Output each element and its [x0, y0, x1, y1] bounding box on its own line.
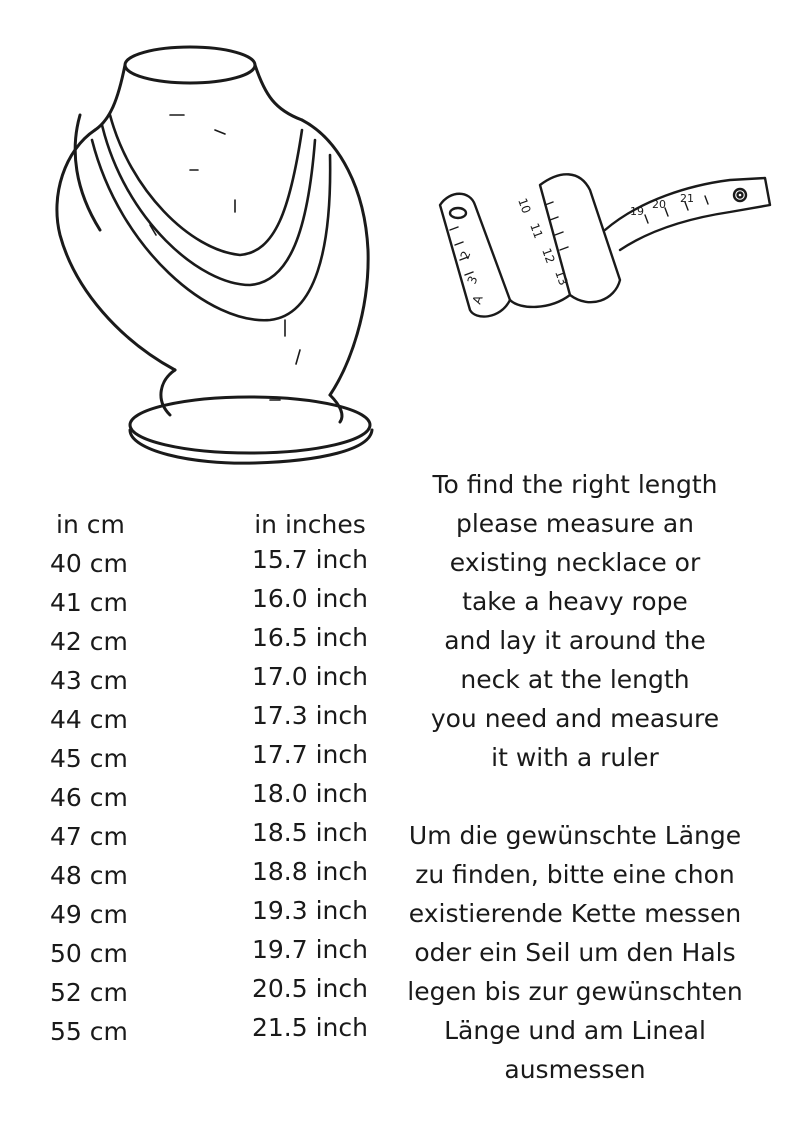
cm-value: 46 cm: [50, 783, 128, 812]
instruction-line-en: existing necklace or: [449, 548, 701, 577]
cm-value: 42 cm: [50, 627, 128, 656]
instruction-spacer: [390, 777, 760, 816]
svg-text:20: 20: [652, 198, 666, 211]
svg-text:A: A: [469, 293, 486, 307]
svg-text:21: 21: [680, 192, 694, 205]
inch-value: 19.3 inch: [252, 896, 368, 925]
instruction-line-en: To find the right length: [432, 470, 718, 499]
inch-value: 16.0 inch: [252, 584, 368, 613]
inch-value: 17.3 inch: [252, 701, 368, 730]
instruction-line-de: ausmessen: [504, 1055, 646, 1084]
instruction-line-en: please measure an: [455, 509, 694, 538]
svg-text:12: 12: [539, 246, 558, 266]
svg-text:10: 10: [515, 196, 534, 216]
inch-value: 18.0 inch: [252, 779, 368, 808]
cm-value: 40 cm: [50, 549, 128, 578]
cm-value: 45 cm: [50, 744, 128, 773]
inch-value: 18.8 inch: [252, 857, 368, 886]
inch-column: [240, 505, 380, 1051]
inch-value: 15.7 inch: [252, 545, 368, 574]
measuring-tape-icon: [430, 160, 780, 330]
instruction-line-en: it with a ruler: [491, 743, 659, 772]
measuring-instructions: [390, 465, 760, 1089]
instruction-line-en: you need and measure: [430, 704, 720, 733]
cm-value: 47 cm: [50, 822, 128, 851]
inch-value: 16.5 inch: [252, 623, 368, 652]
inch-value: 17.7 inch: [252, 740, 368, 769]
inch-value: 19.7 inch: [252, 935, 368, 964]
svg-text:3: 3: [464, 274, 481, 287]
instruction-line-de: zu finden, bitte eine chon: [415, 860, 735, 889]
cm-value: 44 cm: [50, 705, 128, 734]
svg-text:11: 11: [527, 221, 546, 241]
cm-value: 55 cm: [50, 1017, 128, 1046]
instruction-line-en: neck at the length: [460, 665, 690, 694]
inch-value: 17.0 inch: [252, 662, 368, 691]
inch-column-header: in inches: [254, 510, 366, 539]
instruction-line-de: legen bis zur gewünschten: [407, 977, 743, 1006]
cm-value: 43 cm: [50, 666, 128, 695]
cm-value: 48 cm: [50, 861, 128, 890]
cm-column: [50, 505, 160, 1051]
svg-text:2: 2: [457, 249, 474, 262]
instruction-line-de: Länge und am Lineal: [444, 1016, 706, 1045]
cm-value: 50 cm: [50, 939, 128, 968]
inch-value: 20.5 inch: [252, 974, 368, 1003]
svg-text:19: 19: [630, 205, 644, 218]
svg-text:13: 13: [552, 268, 571, 288]
inch-value: 21.5 inch: [252, 1013, 368, 1042]
cm-value: 52 cm: [50, 978, 128, 1007]
necklace-bust-icon: [40, 20, 400, 470]
cm-value: 49 cm: [50, 900, 128, 929]
instruction-line-en: take a heavy rope: [462, 587, 688, 616]
instruction-line-de: Um die gewünschte Länge: [408, 821, 742, 850]
cm-value: 41 cm: [50, 588, 128, 617]
instruction-line-en: and lay it around the: [444, 626, 706, 655]
instruction-line-de: existierende Kette messen: [408, 899, 742, 928]
cm-column-header: in cm: [56, 510, 125, 539]
instruction-line-de: oder ein Seil um den Hals: [414, 938, 736, 967]
inch-value: 18.5 inch: [252, 818, 368, 847]
